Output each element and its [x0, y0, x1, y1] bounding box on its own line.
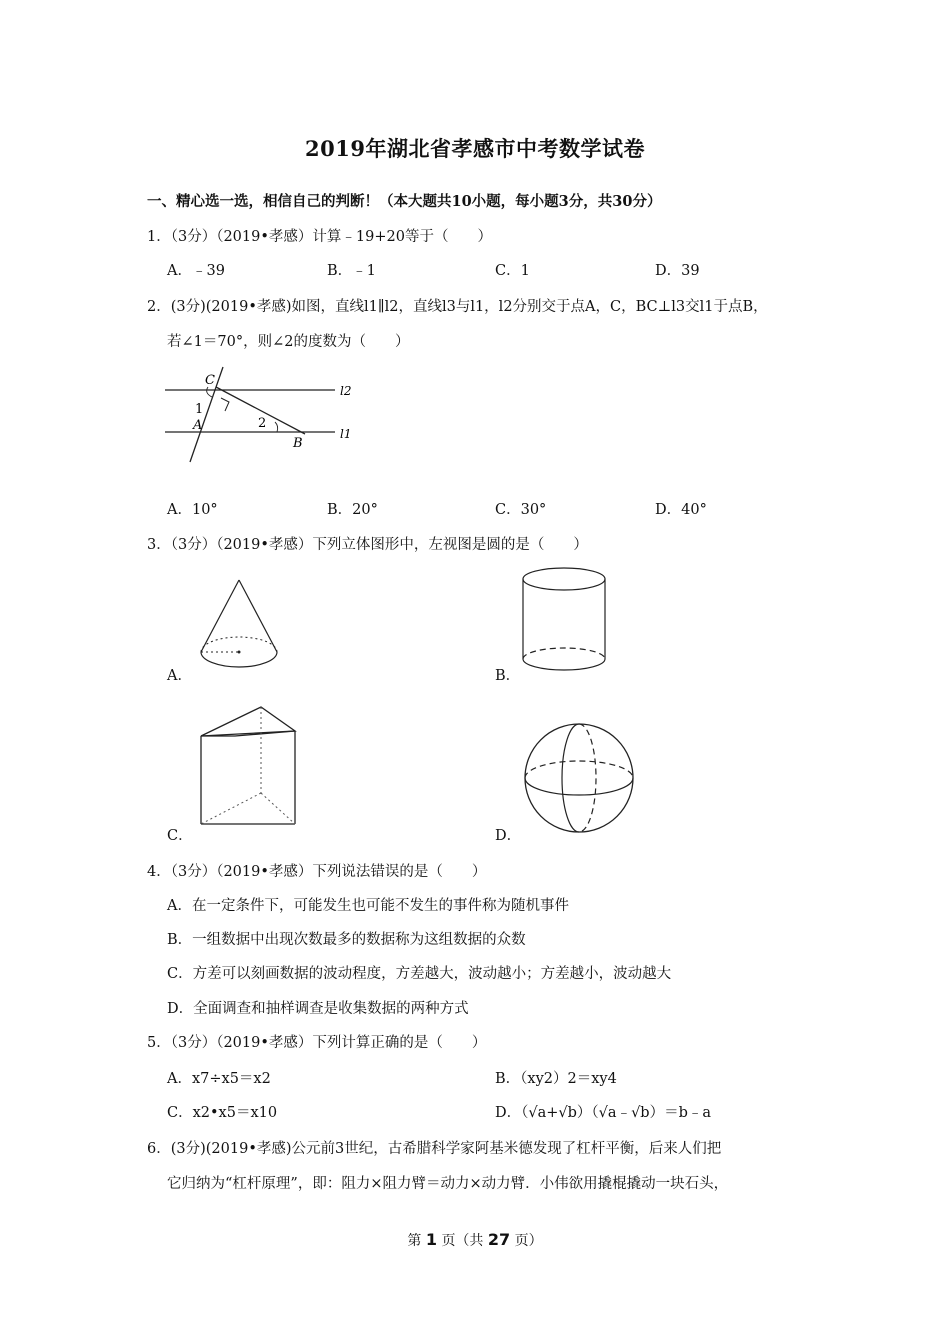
figure-label-l1: l1 — [340, 427, 352, 441]
page-title: 2019年湖北省孝感市中考数学试卷 — [305, 136, 645, 161]
footer-page-number: 1 — [425, 1230, 437, 1249]
figure-label-b: B — [293, 436, 303, 451]
question-6-stem-line1: 6．(3分)(2019•孝感)公元前3世纪，古希腊科学家阿基米德发现了杠杆平衡，后来人们把 — [147, 1141, 722, 1157]
section-heading: 一、精心选一选，相信自己的判断！（本大题共10小题，每小题3分，共30分） — [147, 193, 662, 210]
question-1-option-c: C．1 — [495, 263, 530, 279]
question-2-stem-line2: 若∠1＝70°，则∠2的度数为（ ） — [167, 334, 410, 350]
question-5-option-c: C．x2•x5＝x10 — [167, 1105, 278, 1121]
question-4-stem: 4．（3分）（2019•孝感）下列说法错误的是（ ） — [147, 864, 487, 880]
figure-label-1: 1 — [195, 402, 204, 417]
question-2-option-c: C．30° — [495, 502, 547, 518]
question-2-option-a: A．10° — [167, 502, 218, 518]
question-3-option-a: A． — [167, 668, 192, 684]
question-5-option-b: B．（xy2）2＝xy4 — [495, 1071, 617, 1087]
question-5-stem: 5．（3分）（2019•孝感）下列计算正确的是（ ） — [147, 1035, 487, 1051]
page-footer — [0, 1230, 950, 1250]
question-4-option-c: C．方差可以刻画数据的波动程度，方差越大，波动越小；方差越小，波动越大 — [167, 966, 672, 982]
footer-suffix: 页） — [514, 1233, 543, 1249]
cone-figure — [195, 578, 285, 673]
footer-prefix: 第 — [407, 1233, 422, 1249]
question-4-option-b: B．一组数据中出现次数最多的数据称为这组数据的众数 — [167, 932, 526, 948]
question-6-stem-line2: 它归纳为“杠杆原理”，即：阻力×阻力臂＝动力×动力臂．小伟欲用撬棍撬动一块石头， — [167, 1176, 729, 1192]
question-3-stem: 3．（3分）（2019•孝感）下列立体图形中，左视图是圆的是（ ） — [147, 537, 588, 553]
question-2-option-d: D．40° — [655, 502, 707, 518]
question-2-stem-line1: 2．(3分)(2019•孝感)如图，直线l1∥l2，直线l3与l1，l2分别交于点A，C，BC⊥l3交l1于点B， — [147, 299, 768, 315]
question-2-option-b: B．20° — [327, 502, 378, 518]
cylinder-figure — [520, 565, 610, 680]
question-1-option-a: A．﹣39 — [167, 263, 225, 279]
question-3-option-d: D． — [495, 828, 522, 844]
figure-label-a: A — [193, 418, 203, 433]
triangular-prism-figure — [195, 703, 305, 828]
question-5-option-a: A．x7÷x5＝x2 — [167, 1071, 271, 1087]
question-1-option-b: B．﹣1 — [327, 263, 376, 279]
figure-label-c: C — [205, 373, 215, 388]
question-3-option-c: C． — [167, 828, 193, 844]
figure-label-l2: l2 — [340, 384, 352, 398]
figure-label-2: 2 — [258, 416, 267, 431]
question-5-option-d: D．（√a+√b）（√a﹣√b）＝b﹣a — [495, 1105, 712, 1121]
question-1-option-d: D．39 — [655, 263, 700, 279]
question-4-option-a: A．在一定条件下，可能发生也可能不发生的事件称为随机事件 — [167, 898, 569, 914]
question-2-figure — [160, 365, 360, 465]
sphere-figure — [523, 722, 638, 837]
question-3-option-b: B． — [495, 668, 521, 684]
question-4-option-d: D．全面调查和抽样调查是收集数据的两种方式 — [167, 1001, 469, 1017]
footer-total-pages: 27 — [487, 1230, 511, 1249]
question-1-stem: 1．（3分）（2019•孝感）计算﹣19+20等于（ ） — [147, 229, 492, 245]
footer-middle: 页（共 — [441, 1233, 484, 1249]
